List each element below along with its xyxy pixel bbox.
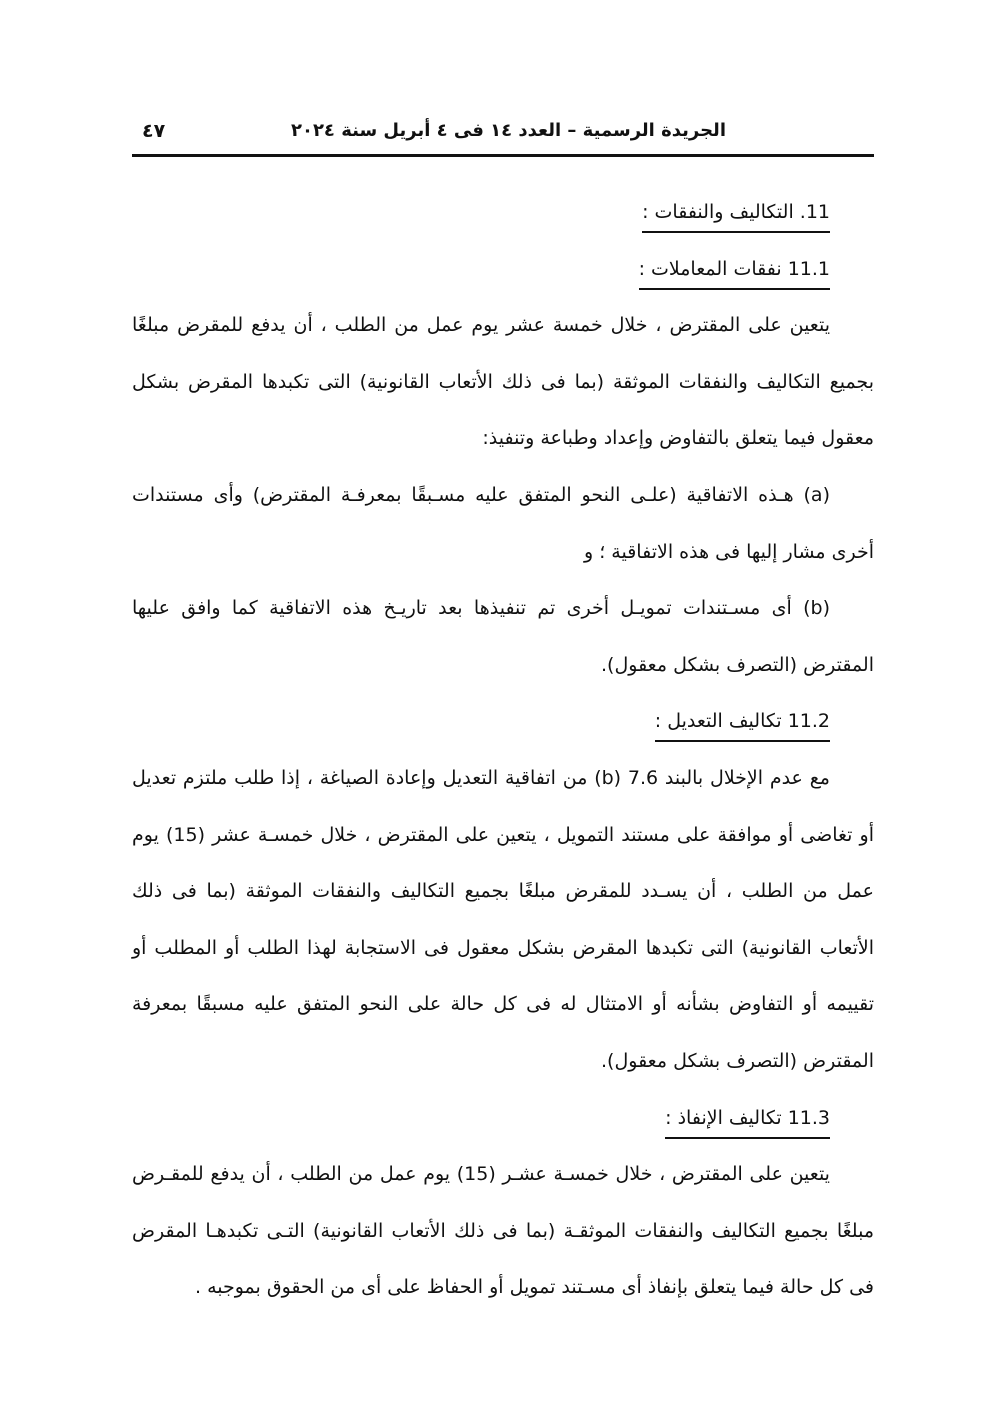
section-11-1-intro: يتعين على المقترض ، خلال خمسة عشر يوم عمل من الطلب ، أن يدفع للمقرض مبلغًا بجميع التكاليف والنفقات الموثقة (بما فى ذلك الأتعاب القانونية) التى تكبدها المقرض بشكل معقول فيما يتعلق بالتفاوض وإعداد وطباعة وتنفيذ:	[132, 314, 874, 450]
page-number: ٤٧	[142, 120, 166, 142]
page-header	[132, 110, 874, 157]
section-11-2-body: مع عدم الإخلال بالبند 7.6 (b) من اتفاقية التعديل وإعادة الصياغة ، إذا طلب ملتزم تعديل أو تغاضى أو موافقة على مستند التمويل ، يتعين على المقترض ، خلال خمسـة عشر (15) يوم عمل من الطلب ، أن يسـدد للمقرض مبلغًا بجميع التكاليف والنفقات الموثقة (بما فى ذلك الأتعاب القانونية) التى تكبدها المقرض بشكل معقول فى الاستجابة لهذا الطلب أو المطلب أو تقييمه أو التفاوض بشأنه أو الامتثال له فى كل حالة على النحو المتفق عليه مسبقًا بمعرفة المقترض (التصرف بشكل معقول).	[132, 766, 874, 1072]
section-11-1-item-b: (b) أى مسـتندات تمويـل أخرى تم تنفيذها بعد تاريـخ هذه الاتفاقية كما وافق عليها المقترض (التصرف بشكل معقول).	[132, 597, 874, 676]
section-11-1-heading	[132, 241, 874, 298]
section-11-3-heading-text: 11.3 تكاليف الإنفاذ :	[665, 1107, 830, 1139]
section-11-heading-text: 11. التكاليف والنفقات :	[642, 201, 830, 233]
section-11-1-item-a: (a) هـذه الاتفاقية (علـى النحو المتفق عليه مسـبقًا بمعرفـة المقترض) وأى مستندات أخرى مشار إليها فى هذه الاتفاقية ؛ و	[132, 483, 874, 563]
section-11-3-body: يتعين على المقترض ، خلال خمسـة عشـر (15) يوم عمل من الطلب ، أن يدفع للمقـرض مبلغًا بجميع التكاليف والنفقات الموثقـة (بما فى ذلك الأتعاب القانونية) التـى تكبدهـا المقرض فى كل حالة فيما يتعلق بإنفاذ أى مسـتند تمويل أو الحفاظ على أى من الحقوق بموجبه .	[132, 1163, 874, 1299]
section-11-2-heading-text: 11.2 تكاليف التعديل :	[655, 710, 830, 742]
document-body	[132, 184, 874, 1316]
gazette-title: الجريدة الرسمية – العدد ١٤ فى ٤ أبريل سنة ٢٠٢٤	[290, 120, 726, 141]
section-11-2-heading	[132, 693, 874, 750]
section-11-heading	[132, 184, 874, 241]
section-11-3-heading	[132, 1090, 874, 1147]
section-11-1-heading-text: 11.1 نفقات المعاملات :	[639, 258, 830, 290]
